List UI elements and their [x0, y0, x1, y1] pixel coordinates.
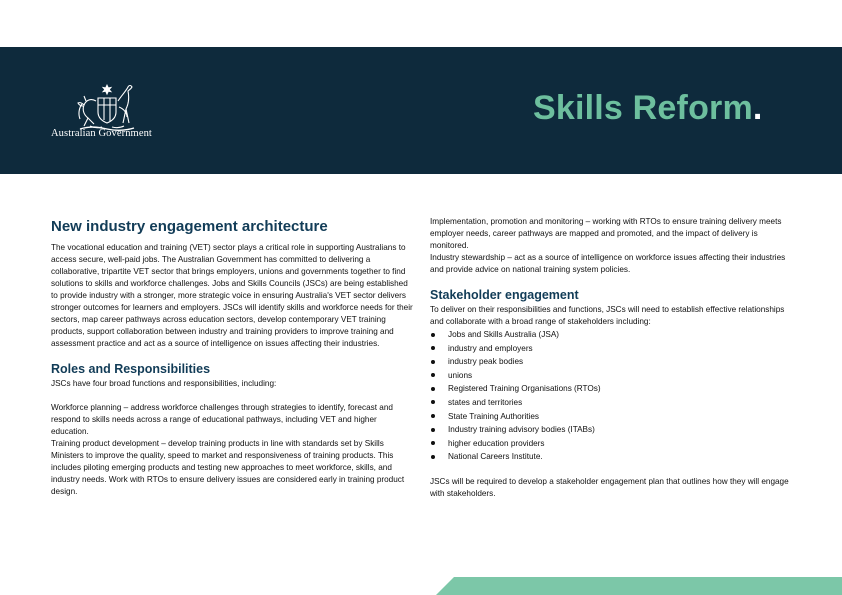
spacer [51, 390, 413, 402]
list-item: higher education providers [448, 437, 795, 451]
brand-logo [533, 89, 763, 128]
page-title: New industry engagement architecture [51, 218, 328, 235]
roles-heading: Roles and Responsibilities [51, 362, 211, 376]
closing-paragraph: JSCs will be required to develop a stakeholder engagement plan that outlines how they will engage with stakeholders. [430, 476, 789, 498]
training-product-paragraph: Training product development – develop training products in line with standards set by Skills Ministers to improve the quality, speed to market and responsiveness of training products. This includes piloting emerging products and testing new approaches to meet workforce, skills, and industry needs. Work with RTOs to ensure delivery issues are considered early in training product design. [51, 439, 405, 496]
header-banner [0, 47, 842, 174]
brand-name: Skills Reform [533, 89, 753, 127]
list-item: industry peak bodies [448, 355, 795, 369]
spacer [51, 350, 413, 362]
right-column [430, 216, 795, 500]
list-item: Registered Training Organisations (RTOs) [448, 382, 795, 396]
left-column [51, 218, 413, 498]
list-item: states and territories [448, 396, 795, 410]
list-item: Industry training advisory bodies (ITABs) [448, 423, 795, 437]
workforce-planning-paragraph: Workforce planning – address workforce challenges through strategies to identify, forecast and respond to skills needs across a range of educational pathways, including VET and higher education. [51, 403, 393, 436]
spacer [430, 276, 795, 288]
roles-intro: JSCs have four broad functions and responsibilities, including: [51, 379, 277, 388]
list-item: Jobs and Skills Australia (JSA) [448, 328, 795, 342]
stakeholder-intro: To deliver on their responsibilities and functions, JSCs will need to establish effective relationships and collaborate with a broad range of stakeholders including: [430, 305, 785, 326]
list-item: industry and employers [448, 342, 795, 356]
government-name: Australian Government [51, 128, 152, 139]
brand-dot: . [752, 89, 763, 127]
list-item: State Training Authorities [448, 410, 795, 424]
stewardship-paragraph: Industry stewardship – act as a source of intelligence on workforce issues affecting their industries and provide advice on national training system policies. [430, 253, 786, 274]
list-item: unions [448, 369, 795, 383]
list-item: National Careers Institute. [448, 450, 795, 464]
stakeholder-heading: Stakeholder engagement [430, 288, 579, 302]
intro-paragraph: The vocational education and training (VET) sector plays a critical role in supporting Australians to access secure, well-paid jobs. The Australian Government has committed to delivering a collaborative, tripartite VET sector that brings employers, unions and governments together to find solutions to skills and workforce challenges. Jobs and Skills Councils (JSCs) are being established to provide industry with a stronger, more strategic voice in ensuring Australia's VET sector delivers stronger outcomes for learners and employers. JSCs will identify skills and workforce needs for their sectors, map career pathways across education sectors, develop contemporary VET training products, support collaboration between industry and training providers to improve training and assessment practice and act as a source of intelligence on issues affecting their industries. [51, 243, 413, 348]
spacer [430, 464, 795, 476]
footer-accent-bar [436, 577, 842, 595]
implementation-paragraph: Implementation, promotion and monitoring – working with RTOs to ensure training delivery meets employer needs, career pathways are mapped and promoted, and the impact of delivery is monitored. [430, 217, 782, 250]
stakeholder-list [430, 328, 795, 464]
